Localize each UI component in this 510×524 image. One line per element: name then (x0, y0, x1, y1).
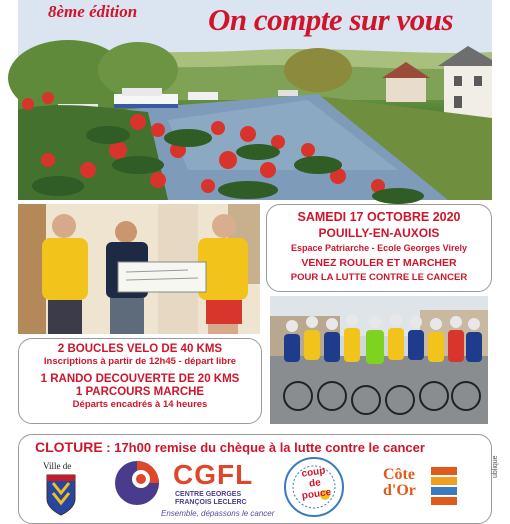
cheque-presentation-illustration (18, 204, 260, 334)
side-note: ublique (492, 455, 499, 478)
cgfl-slogan: Ensemble, dépassons le cancer (161, 509, 275, 518)
edition-label: 8ème édition (48, 2, 138, 21)
ville-label: Ville de (43, 461, 72, 471)
cgfl-logo (111, 459, 275, 518)
event-call-to-action: VENEZ ROULER ET MARCHER (301, 257, 457, 269)
headline: On compte sur vous (208, 2, 454, 37)
cheque-presentation-photo (18, 204, 260, 334)
event-info-box (266, 204, 492, 292)
bike-loops-text: 2 BOUCLES VELO DE 40 KMS (57, 343, 223, 355)
cyclists-illustration (270, 296, 488, 424)
cote-line-2: d'Or (383, 482, 416, 499)
event-cause: POUR LA LUTTE CONTRE LE CANCER (290, 272, 468, 283)
coup-line-2: de (308, 477, 322, 490)
cloture-line (35, 439, 425, 455)
ville-logo (29, 461, 93, 517)
cgfl-emblem-icon (111, 459, 171, 509)
cote-dor-logo (383, 467, 457, 523)
hero-photo (18, 0, 492, 200)
cloture-text: : 17h00 remise du chèque à la lutte contre le cancer (102, 440, 425, 455)
coup-line-3: pouce (301, 486, 332, 502)
cloture-label: CLOTURE (35, 439, 103, 455)
hike-text: 1 RANDO DECOUVERTE DE 20 KMS (40, 373, 240, 385)
walk-text: 1 PARCOURS MARCHE (75, 386, 205, 398)
coup-de-pouce-text (293, 464, 337, 502)
event-venue: Espace Patriarche - Ecole Georges Virely (291, 243, 467, 253)
program-box (18, 338, 262, 424)
cgfl-subtitle-1: CENTRE GEORGES (175, 491, 242, 498)
coup-line-1: coup (300, 465, 327, 480)
event-date: SAMEDI 17 OCTOBRE 2020 (297, 210, 461, 224)
cgfl-subtitle-2: FRANÇOIS LECLERC (175, 499, 247, 506)
bike-info-text: Inscriptions à partir de 12h45 - départ libre (43, 356, 237, 367)
coup-de-pouce-logo (281, 455, 347, 517)
cote-dor-stripes-icon (431, 467, 457, 507)
event-town: POUILLY-EN-AUXOIS (318, 226, 440, 240)
cgfl-wordmark: CGFL (173, 459, 254, 490)
walk-info-text: Départs encadrés à 14 heures (72, 399, 208, 410)
cyclists-photo (270, 296, 488, 424)
cote-dor-wordmark (383, 467, 416, 499)
cloture-box (18, 434, 492, 524)
cote-line-1: Côte (383, 466, 415, 483)
